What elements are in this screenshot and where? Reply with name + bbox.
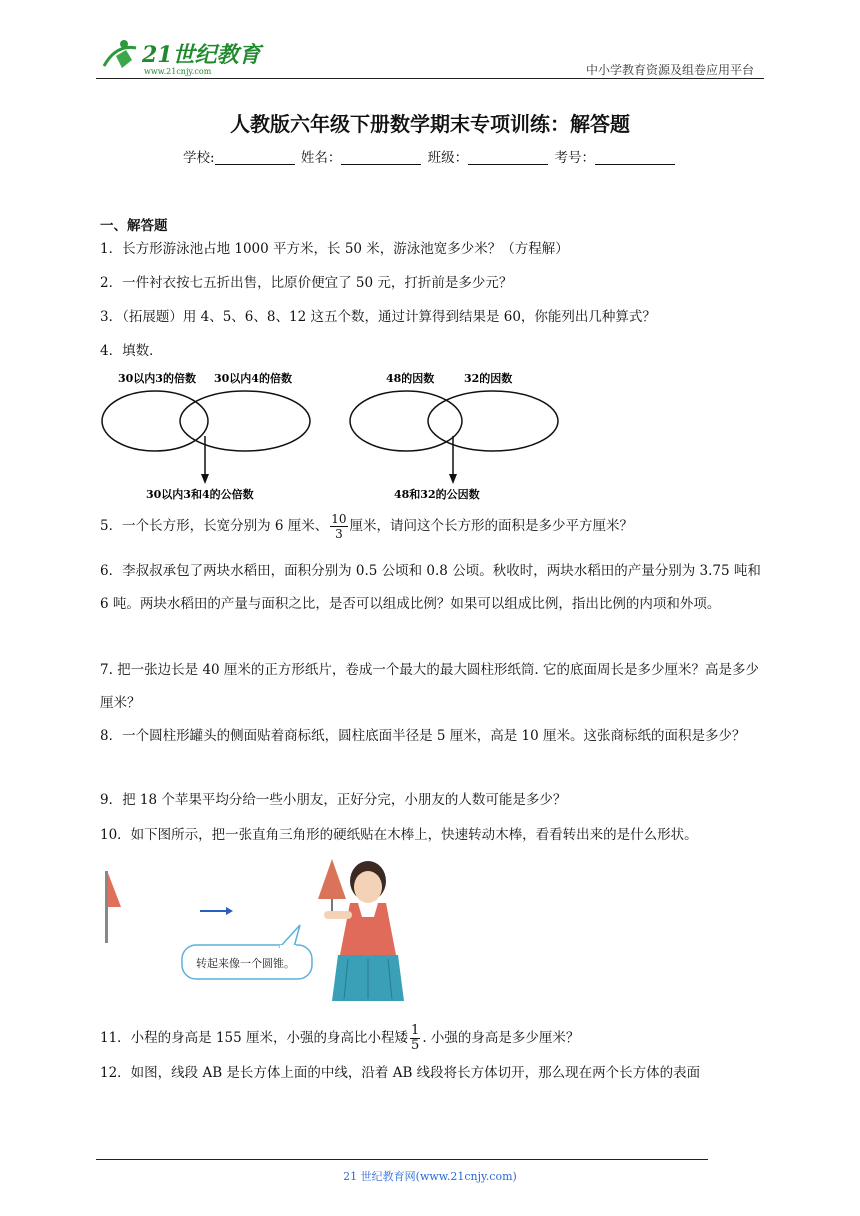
fraction-one-fifth: [410, 1024, 420, 1053]
section-heading: 一、解答题: [100, 218, 168, 234]
school-label: 学校:: [183, 150, 215, 166]
arrow-icon: [226, 907, 233, 915]
header-divider: [96, 78, 764, 79]
venn-diagram-multiples: [100, 366, 315, 510]
rotation-illustration: [100, 855, 410, 1007]
venn2-bottom-label: 48和32的公因数: [394, 488, 480, 501]
venn1-left-label: 30以内3的倍数: [118, 372, 196, 385]
speech-bubble-text: 转起来像一个圆锥。: [196, 957, 295, 970]
venn-diagram-factors: [348, 366, 563, 510]
girl-holding-cone-illustration: [318, 859, 404, 1001]
fraction-ten-thirds: [330, 512, 347, 541]
question-6: 6．李叔叔承包了两块水稻田，面积分别为 0.5 公顷和 0.8 公顷。秋收时，两块水稻田的产量分别为 3.75 吨和 6 吨。两块水稻田的产量与面积之比，是否可以组成比例？如果可以组成比例，指出比例的内项和外项。: [100, 563, 761, 612]
exam-number-label: 考号：: [554, 150, 595, 166]
venn1-bottom-label: 30以内3和4的公倍数: [146, 488, 254, 501]
site-logo: [96, 34, 266, 78]
exam-number-blank[interactable]: [595, 150, 675, 165]
question-9: 9．把 18 个苹果平均分给一些小朋友，正好分完，小朋友的人数可能是多少？: [100, 792, 567, 808]
question-2: 2．一件衬衣按七五折出售，比原价便宜了 50 元，打折前是多少元？: [100, 275, 513, 291]
question-5-text-start: 5．一个长方形，长宽分别为 6 厘米、: [100, 518, 329, 534]
page-title: 人教版六年级下册数学期末专项训练：解答题: [230, 112, 630, 136]
question-1: 1．长方形游泳池占地 1000 平方米，长 50 米，游泳池宽多少米？（方程解）: [100, 241, 569, 257]
question-7: 7. 把一张边长是 40 厘米的正方形纸片，卷成一个最大的最大圆柱形纸筒. 它的底面周长是多少厘米？高是多少厘米？: [100, 662, 760, 711]
question-4: 4．填数．: [100, 343, 163, 359]
wooden-stick: [105, 871, 108, 943]
question-8: 8．一个圆柱形罐头的侧面贴着商标纸，圆柱底面半径是 5 厘米，高是 10 厘米。这张商标纸的面积是多少？: [100, 728, 746, 744]
question-3: 3．（拓展题）用 4、5、6、8、12 这五个数，通过计算得到结果是 60，你能列出几种算式？: [100, 309, 656, 325]
right-triangle-icon: [108, 873, 121, 907]
logo-url: www.21cnjy.com: [144, 67, 212, 76]
question-11: [100, 1024, 762, 1053]
venn1-right-label: 30以内4的倍数: [214, 372, 292, 385]
fraction-numerator: 10: [331, 512, 347, 526]
school-blank[interactable]: [215, 150, 295, 165]
question-10: 10．如下图所示，把一张直角三角形的硬纸贴在木棒上，快速转动木棒，看看转出来的是什么形状。: [100, 827, 698, 843]
student-info-fields: [0, 146, 860, 166]
fraction-numerator: 1: [411, 1023, 420, 1038]
question-11-text-end: . 小强的身高是多少厘米？: [422, 1030, 580, 1046]
name-label: 姓名：: [300, 150, 342, 166]
question-5-text-end: 厘米，请问这个长方形的面积是多少平方厘米？: [349, 518, 634, 534]
question-11-text-start: 11．小程的身高是 155 厘米，小强的身高比小程矮: [100, 1030, 409, 1046]
footer-divider: [96, 1159, 708, 1160]
fraction-denominator: 3: [335, 527, 343, 541]
venn2-right-label: 32的因数: [464, 372, 513, 385]
question-12: 12．如图，线段 AB 是长方体上面的中线，沿着 AB 线段将长方体切开，那么现在两个长方体的表面: [100, 1065, 701, 1081]
venn2-left-label: 48的因数: [386, 372, 435, 385]
class-blank[interactable]: [468, 150, 548, 165]
question-5: [100, 512, 762, 541]
fraction-denominator: 5: [411, 1038, 420, 1053]
header-platform-text: 中小学教育资源及组卷应用平台: [585, 63, 754, 77]
class-label: 班级：: [427, 150, 469, 166]
name-blank[interactable]: [341, 150, 421, 165]
footer-text: 21 世纪教育网(www.21cnjy.com): [343, 1170, 517, 1183]
logo-text: 21世纪教育: [142, 42, 261, 68]
